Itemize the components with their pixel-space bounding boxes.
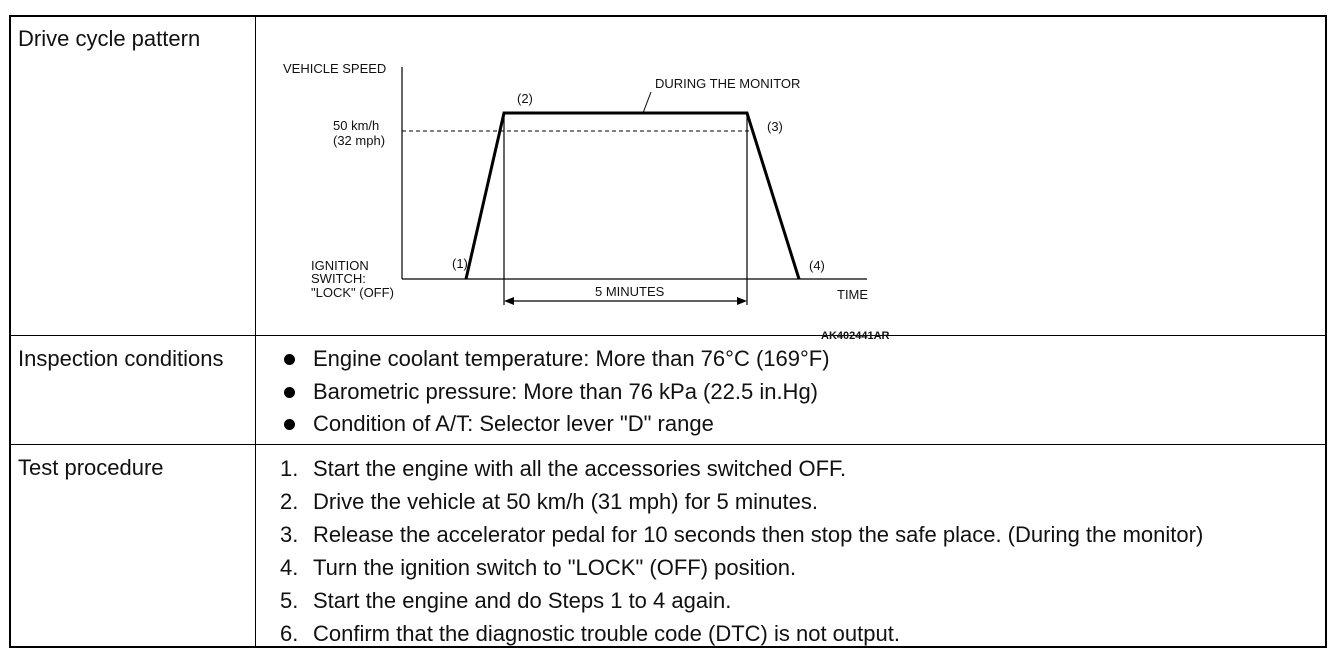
duration-label: 5 MINUTES [595, 284, 665, 299]
procedure-row [11, 445, 1325, 648]
column-divider [255, 445, 256, 648]
speed-label-mph: (32 mph) [333, 133, 386, 148]
step-text: Start the engine with all the accessories switched OFF. [313, 456, 847, 481]
x-axis-label: TIME [837, 287, 869, 302]
inspection-item-text: Engine coolant temperature: More than 76°C (169°F) [313, 346, 830, 371]
drive-cycle-row [11, 17, 1325, 342]
step-number: 2. [280, 489, 299, 514]
step-number: 1. [280, 456, 299, 481]
column-divider [255, 17, 256, 335]
drive-cycle-diagram [263, 33, 903, 342]
step-number: 6. [280, 621, 299, 646]
inspection-item-text: Barometric pressure: More than 76 kPa (22.5 in.Hg) [313, 378, 819, 404]
point-3-label: (3) [767, 119, 783, 134]
point-1-label: (1) [452, 256, 468, 271]
duration-arrow-right [737, 297, 747, 305]
figure-code: AK402441AR [821, 330, 890, 342]
inspection-label: Inspection conditions [18, 346, 224, 371]
speed-label-kmh: 50 km/h [333, 118, 380, 133]
monitor-label: DURING THE MONITOR [655, 76, 801, 91]
origin-label-ignition: IGNITION [311, 258, 369, 273]
inspection-row [11, 336, 1325, 445]
step-text: Start the engine and do Steps 1 to 4 again. [313, 588, 732, 613]
origin-label-lock: "LOCK" (OFF) [311, 285, 394, 300]
procedure-label: Test procedure [18, 455, 164, 480]
drive-cycle-svg [263, 33, 903, 342]
duration-arrow-left [504, 297, 514, 305]
step-number: 4. [280, 555, 299, 580]
monitor-leader-line [643, 92, 651, 113]
point-2-label: (2) [517, 91, 533, 106]
drive-cycle-table [9, 15, 1327, 648]
point-4-label: (4) [809, 258, 825, 273]
column-divider [255, 336, 256, 444]
step-text: Release the accelerator pedal for 10 seconds then stop the safe place. (During the monitor) [313, 522, 1204, 547]
y-axis-label: VEHICLE SPEED [283, 61, 387, 76]
step-number: 5. [280, 588, 299, 613]
origin-label-switch: SWITCH: [311, 271, 366, 286]
step-text: Turn the ignition switch to "LOCK" (OFF) position. [313, 555, 797, 580]
speed-profile [466, 113, 799, 279]
bullet-icon [284, 387, 295, 398]
step-text: Confirm that the diagnostic trouble code (DTC) is not output. [313, 621, 900, 646]
bullet-icon [284, 354, 295, 365]
bullet-icon [284, 419, 295, 430]
drive-cycle-label: Drive cycle pattern [18, 26, 201, 51]
step-text: Drive the vehicle at 50 km/h (31 mph) for 5 minutes. [313, 489, 818, 514]
step-number: 3. [280, 522, 299, 547]
inspection-item-text: Condition of A/T: Selector lever "D" range [313, 411, 714, 436]
